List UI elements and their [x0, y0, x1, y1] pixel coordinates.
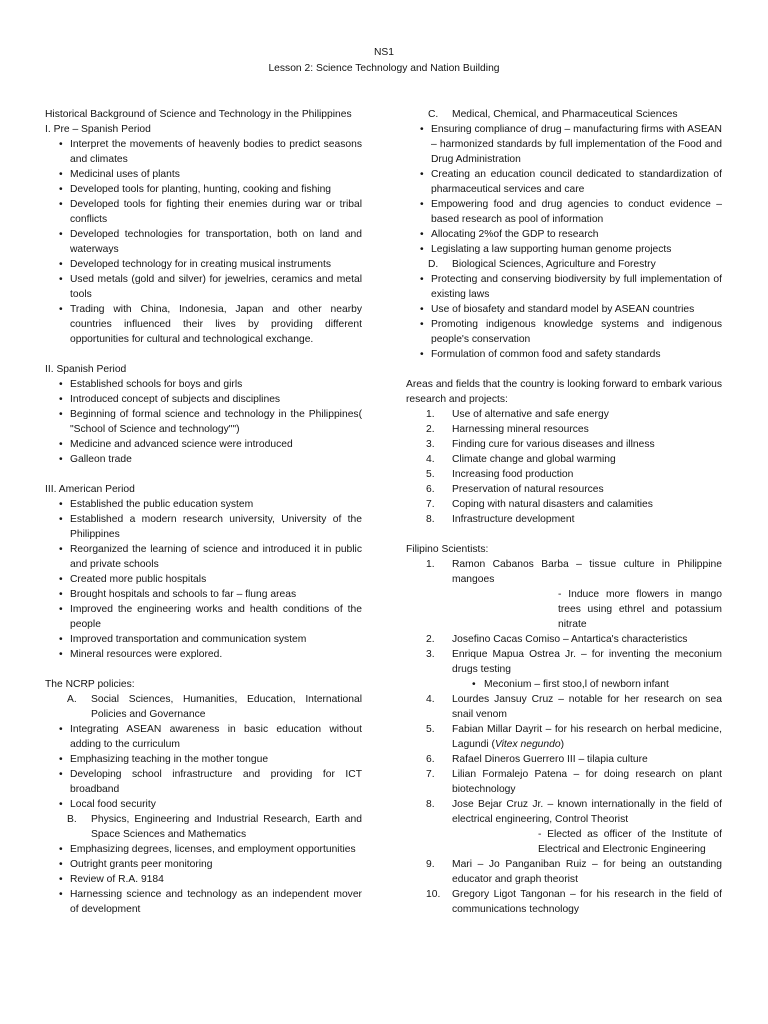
item-text: Use of alternative and safe energy [452, 409, 609, 420]
ncrp-section-d [406, 257, 722, 272]
list-item: • Creating an education council dedicated to standardization of pharmaceutical services and care [406, 167, 722, 197]
item-number: 6. [426, 484, 435, 495]
american-list [45, 497, 362, 662]
list-item: • Galleon trade [45, 452, 362, 467]
list-item [406, 767, 722, 797]
left-column [45, 107, 362, 917]
pre-spanish-heading: I. Pre – Spanish Period [45, 124, 151, 135]
item-note: - Induce more flowers in mango trees using ethrel and potassium nitrate [558, 589, 722, 630]
list-item [406, 452, 722, 467]
item-number: 5. [426, 724, 435, 735]
lesson-title: Lesson 2: Science Technology and Nation Building [268, 63, 500, 74]
list-item: • Interpret the movements of heavenly bodies to predict seasons and climates [45, 137, 362, 167]
ncrp-section-c [406, 107, 722, 122]
list-item: • Harnessing science and technology as an independent mover of development [45, 887, 362, 917]
list-item: • Established schools for boys and girls [45, 377, 362, 392]
ncrp-heading: The NCRP policies: [45, 679, 135, 690]
list-item: • Allocating 2%of the GDP to research [406, 227, 722, 242]
list-item: • Beginning of formal science and technology in the Philippines( "School of Science and technology"") [45, 407, 362, 437]
list-item [406, 647, 722, 677]
list-item [406, 857, 722, 887]
item-text: Enrique Mapua Ostrea Jr. – for inventing the meconium drugs testing [452, 649, 722, 675]
list-item: • Medicine and advanced science were introduced [45, 437, 362, 452]
item-number: 8. [426, 799, 435, 810]
item-text: Harnessing mineral resources [452, 424, 589, 435]
latin-name: Vitex negundo [494, 739, 561, 750]
item-text: Infrastructure development [452, 514, 575, 525]
item-text: Lourdes Jansuy Cruz – notable for her research on sea snail venom [452, 694, 722, 720]
list-item: • Developed technology for in creating musical instruments [45, 257, 362, 272]
item-subbullet: • Meconium – first stoo,l of newborn infant [406, 677, 722, 692]
item-text: Gregory Ligot Tangonan – for his research in the field of communications technology [452, 889, 722, 915]
item-text: Finding cure for various diseases and illness [452, 439, 655, 450]
list-item: • Integrating ASEAN awareness in basic education without adding to the curriculum [45, 722, 362, 752]
list-item: • Outright grants peer monitoring [45, 857, 362, 872]
item-number: 9. [426, 859, 435, 870]
item-text: Rafael Dineros Guerrero III – tilapia culture [452, 754, 648, 765]
item-text: Josefino Cacas Comiso – Antartica's characteristics [452, 634, 688, 645]
right-column [406, 107, 722, 917]
ncrp-section-b [45, 812, 362, 842]
list-item: • Use of biosafety and standard model by ASEAN countries [406, 302, 722, 317]
item-text: Lilian Formalejo Patena – for doing research on plant biotechnology [452, 769, 722, 795]
list-item: • Developed tools for planting, hunting, cooking and fishing [45, 182, 362, 197]
list-item [406, 557, 722, 587]
ncrp-section-a [45, 692, 362, 722]
section-marker: D. [428, 259, 439, 270]
list-item: • Established the public education system [45, 497, 362, 512]
ncrp-b-list [45, 842, 362, 917]
section-marker: C. [428, 109, 439, 120]
list-item: • Ensuring compliance of drug – manufacturing firms with ASEAN – harmonized standards by full implementation of the Food and Drug Administration [406, 122, 722, 167]
list-item [406, 482, 722, 497]
list-item: • Medicinal uses of plants [45, 167, 362, 182]
item-text: Increasing food production [452, 469, 574, 480]
list-item: • Introduced concept of subjects and disciplines [45, 392, 362, 407]
list-item: • Formulation of common food and safety standards [406, 347, 722, 362]
list-item [406, 422, 722, 437]
list-item: • Developed tools for fighting their enemies during war or tribal conflicts [45, 197, 362, 227]
item-number: 6. [426, 754, 435, 765]
document-header [0, 45, 768, 77]
list-item [406, 887, 722, 917]
list-item: • Developing school infrastructure and providing for ICT broadband [45, 767, 362, 797]
list-item: • Empowering food and drug agencies to conduct evidence – based research as pool of information [406, 197, 722, 227]
item-number: 8. [426, 514, 435, 525]
item-text: Ramon Cabanos Barba – tissue culture in Philippine mangoes [452, 559, 722, 585]
ncrp-a-list [45, 722, 362, 812]
list-item: • Emphasizing degrees, licenses, and employment opportunities [45, 842, 362, 857]
spanish-list [45, 377, 362, 467]
pre-spanish-list [45, 137, 362, 347]
section-title: Biological Sciences, Agriculture and Forestry [452, 259, 656, 270]
item-text: Coping with natural disasters and calamities [452, 499, 653, 510]
american-heading: III. American Period [45, 484, 135, 495]
item-number: 10. [426, 889, 441, 900]
list-item: • Improved the engineering works and health conditions of the people [45, 602, 362, 632]
list-item: • Promoting indigenous knowledge systems and indigenous people's conservation [406, 317, 722, 347]
list-item: • Created more public hospitals [45, 572, 362, 587]
section-marker: B. [67, 814, 77, 825]
list-item [406, 467, 722, 482]
list-item: • Used metals (gold and silver) for jewelries, ceramics and metal tools [45, 272, 362, 302]
item-number: 7. [426, 499, 435, 510]
history-heading: Historical Background of Science and Technology in the Philippines [45, 109, 352, 120]
item-text: Climate change and global warming [452, 454, 616, 465]
list-item: • Brought hospitals and schools to far – flung areas [45, 587, 362, 602]
list-item [406, 407, 722, 422]
section-title: Medical, Chemical, and Pharmaceutical Sciences [452, 109, 678, 120]
item-number: 4. [426, 454, 435, 465]
item-number: 2. [426, 634, 435, 645]
item-number: 7. [426, 769, 435, 780]
item-number: 1. [426, 409, 435, 420]
item-number: 3. [426, 439, 435, 450]
list-item [406, 752, 722, 767]
item-number: 2. [426, 424, 435, 435]
list-item: • Legislating a law supporting human genome projects [406, 242, 722, 257]
list-item [406, 797, 722, 827]
scientists-heading: Filipino Scientists: [406, 544, 489, 555]
item-number: 3. [426, 649, 435, 660]
section-title: Physics, Engineering and Industrial Research, Earth and Space Sciences and Mathematics [91, 814, 362, 840]
section-title: Social Sciences, Humanities, Education, International Policies and Governance [91, 694, 362, 720]
ncrp-d-list [406, 272, 722, 362]
list-item: • Reorganized the learning of science and introduced it in public and private schools [45, 542, 362, 572]
item-text: Mari – Jo Panganiban Ruiz – for being an outstanding educator and graph theorist [452, 859, 722, 885]
list-item: • Review of R.A. 9184 [45, 872, 362, 887]
list-item [406, 437, 722, 452]
list-item: • Protecting and conserving biodiversity by full implementation of existing laws [406, 272, 722, 302]
course-code: NS1 [373, 47, 395, 58]
list-item: • Emphasizing teaching in the mother tongue [45, 752, 362, 767]
list-item: • Developed technologies for transportation, both on land and waterways [45, 227, 362, 257]
item-number: 5. [426, 469, 435, 480]
list-item: • Established a modern research university, University of the Philippines [45, 512, 362, 542]
item-note: - Elected as officer of the Institute of Electrical and Electronic Engineering [538, 829, 722, 855]
list-item [406, 632, 722, 647]
item-text: ) [560, 739, 565, 750]
list-item: • Local food security [45, 797, 362, 812]
list-item: • Mineral resources were explored. [45, 647, 362, 662]
list-item [406, 722, 722, 752]
list-item [406, 512, 722, 527]
item-text: Preservation of natural resources [452, 484, 604, 495]
list-item: • Improved transportation and communication system [45, 632, 362, 647]
ncrp-c-list [406, 122, 722, 257]
list-item [406, 692, 722, 722]
areas-intro: Areas and fields that the country is looking forward to embark various research and projects: [406, 379, 722, 405]
item-number: 4. [426, 694, 435, 705]
section-marker: A. [67, 694, 77, 705]
item-text: Jose Bejar Cruz Jr. – known internationally in the field of electrical engineering, Control Theorist [452, 799, 722, 825]
list-item [406, 497, 722, 512]
item-number: 1. [426, 559, 435, 570]
item-text: Fabian Millar Dayrit – for his research on herbal medicine, Lagundi ( [452, 724, 722, 750]
spanish-heading: II. Spanish Period [45, 364, 127, 375]
list-item: • Trading with China, Indonesia, Japan and other nearby countries influenced their lives by providing different opportunities for cultural and technological exchange. [45, 302, 362, 347]
